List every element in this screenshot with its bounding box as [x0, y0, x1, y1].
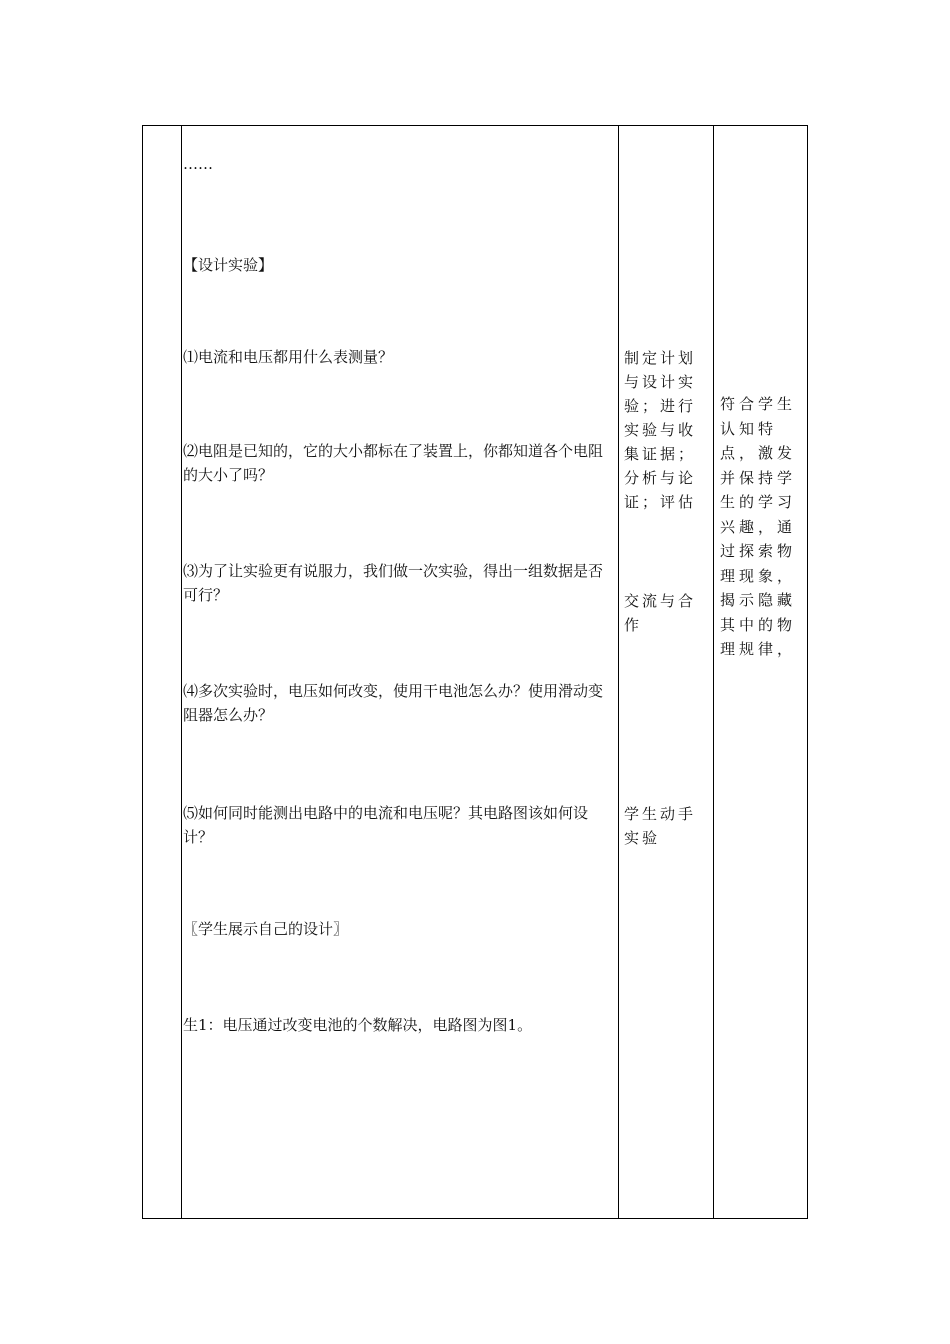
question-3: ⑶为了让实验更有说服力，我们做一次实验，得出一组数据是否可行？ [183, 562, 604, 604]
activity-hands-on: 学生动手实验 [624, 805, 697, 847]
activity-communication: 交流与合作 [624, 592, 697, 634]
column-divider [181, 126, 182, 1218]
student-1-answer: 生1：电压通过改变电池的个数解决，电路图为图1。 [183, 1016, 533, 1034]
question-5: ⑸如何同时能测出电路中的电流和电压呢？其电路图该如何设计？ [183, 804, 589, 846]
lesson-table [142, 125, 808, 1219]
column-divider [618, 126, 619, 1218]
ellipsis-text: …… [183, 155, 213, 173]
section-heading: 【设计实验】 [183, 256, 274, 274]
design-intent-text: 符合学生认知特点，激发并保持学生的学习兴趣，通过探索物理现象，揭示隐藏其中的物理规律， [720, 395, 797, 658]
column-divider [713, 126, 714, 1218]
activity-inquiry-steps: 制定计划与设计实验；进行实验与收集证据；分析与论证；评估 [624, 349, 697, 511]
question-4: ⑷多次实验时，电压如何改变，使用干电池怎么办？使用滑动变阻器怎么办？ [183, 682, 604, 724]
question-2: ⑵电阻是已知的，它的大小都标在了装置上，你都知道各个电阻的大小了吗？ [183, 442, 604, 484]
student-design-heading: 〖学生展示自己的设计〗 [183, 920, 349, 938]
question-1: ⑴电流和电压都用什么表测量？ [183, 348, 394, 366]
